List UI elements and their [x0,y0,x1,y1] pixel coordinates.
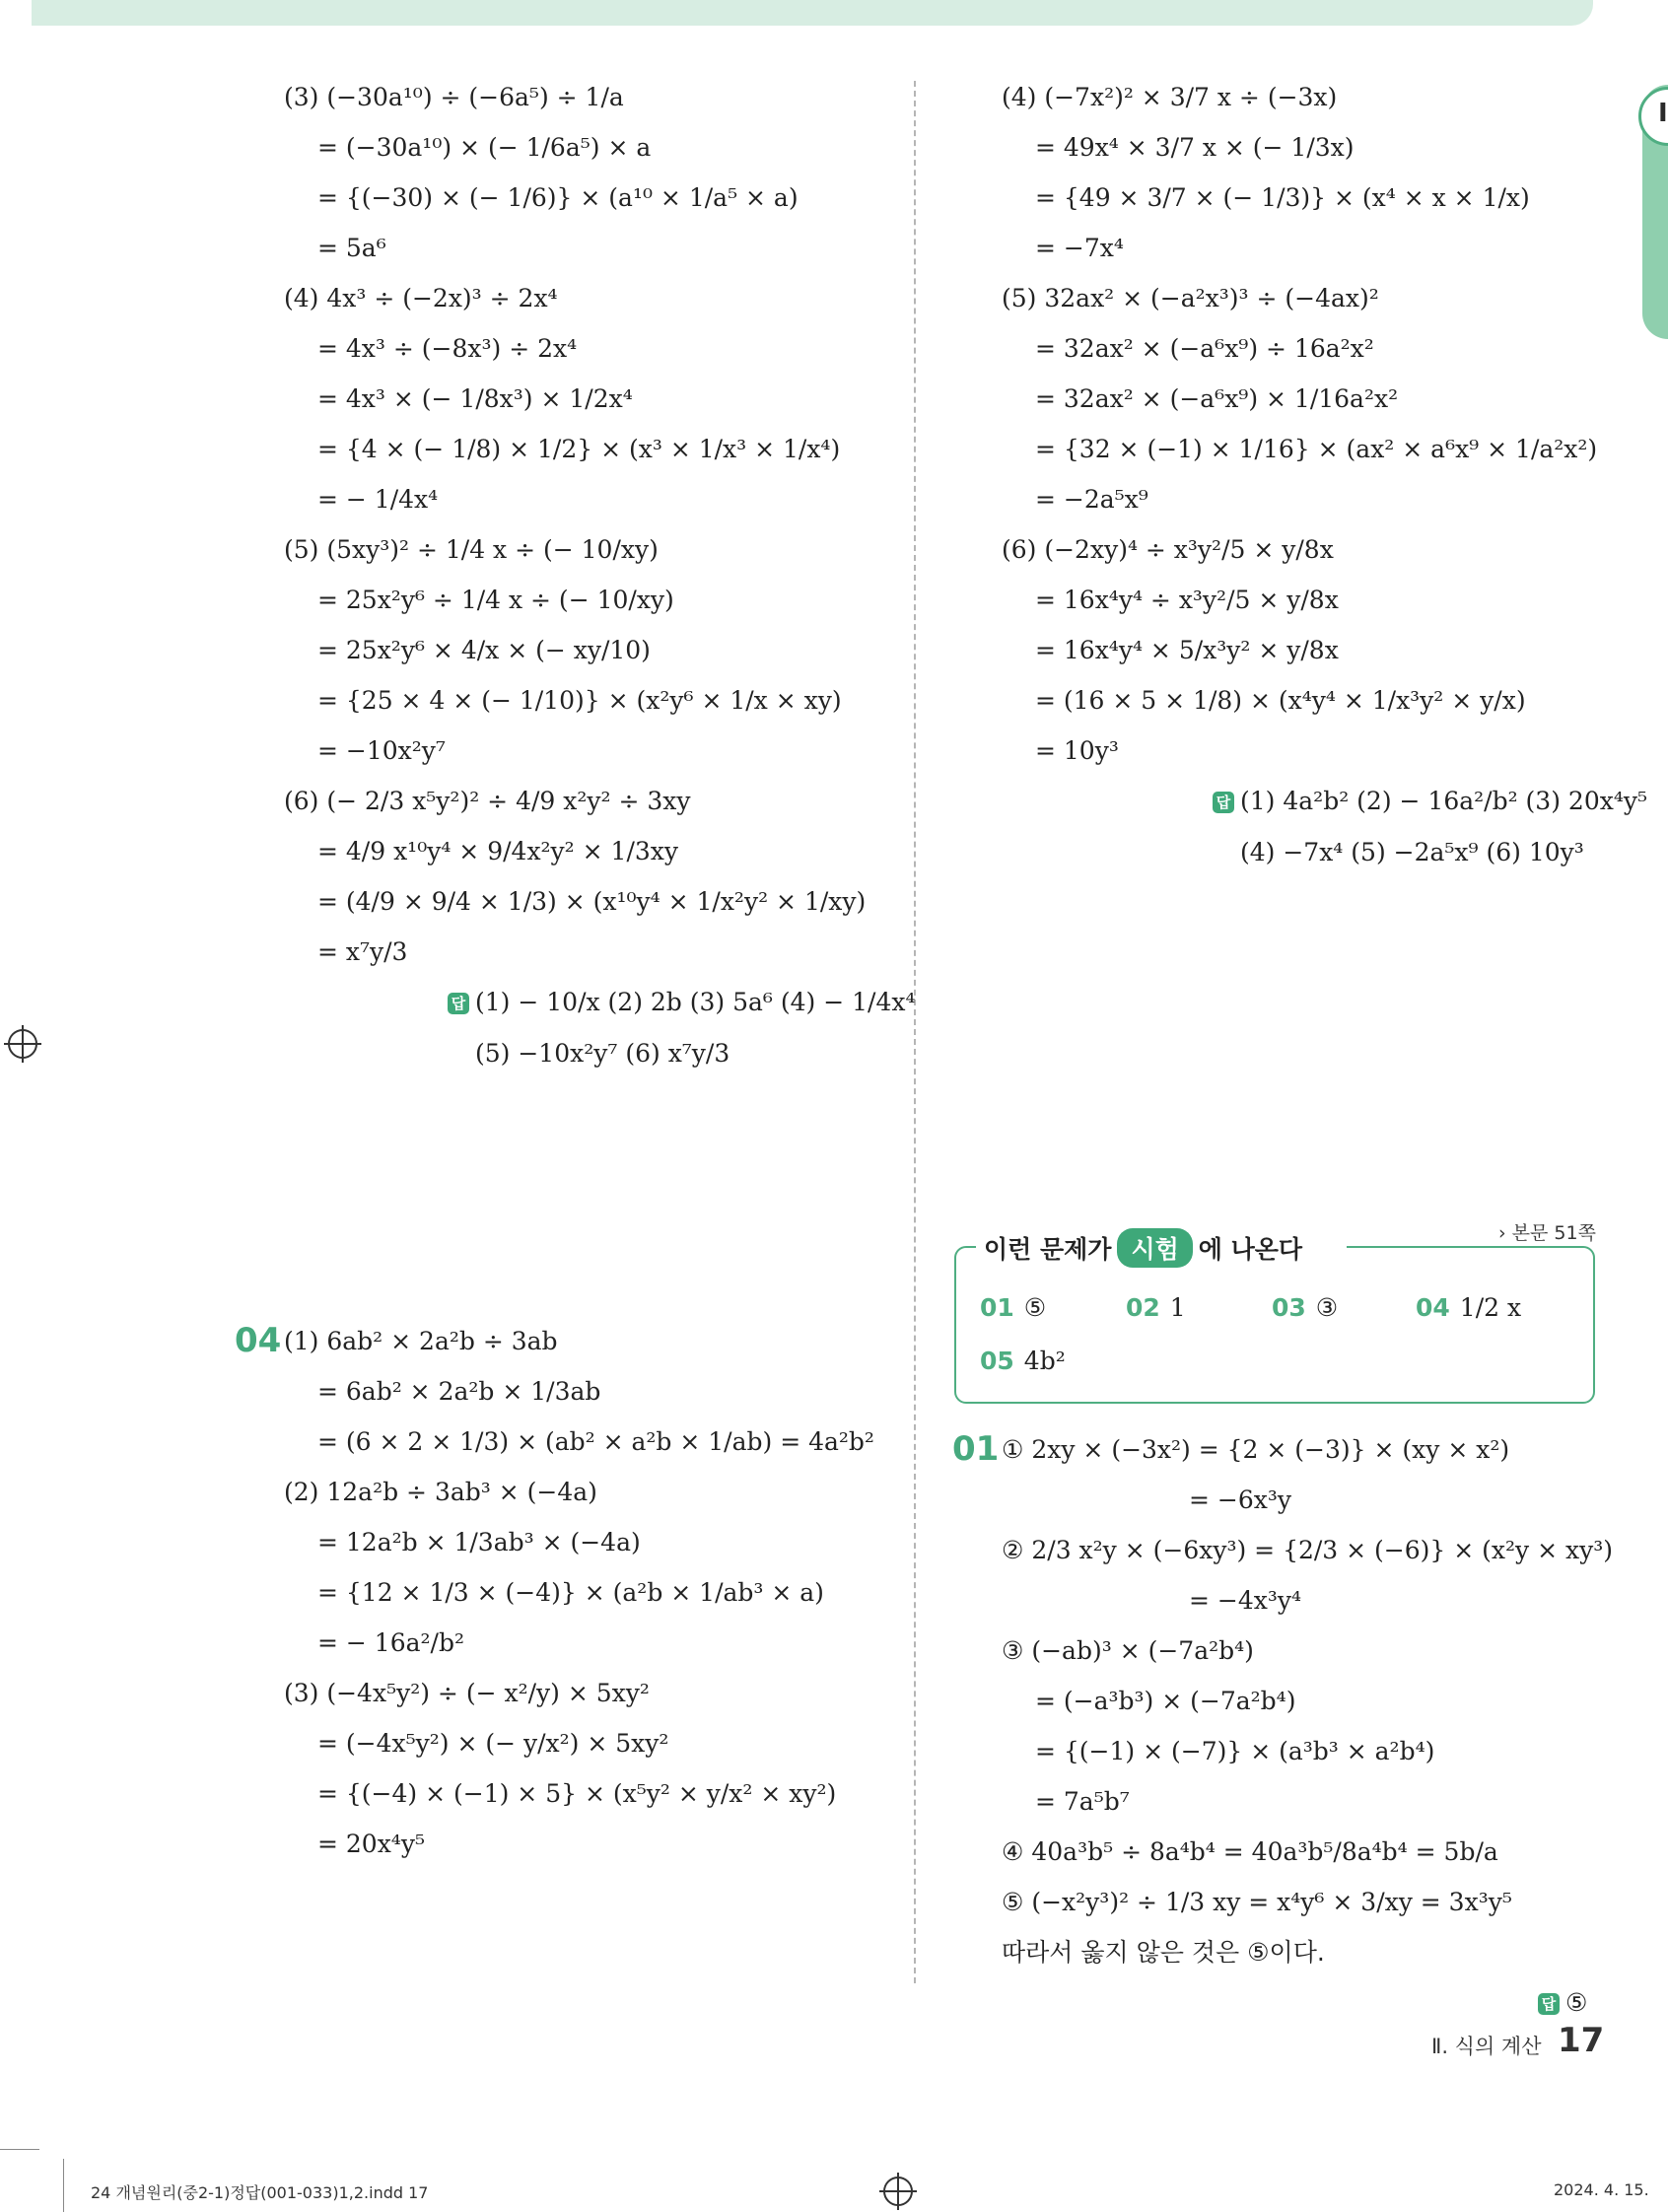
solution-line: = 7a⁵b⁷ [1035,1787,1130,1816]
solution-line: = (−4x⁵y²) × (− y/x²) × 5xy² [317,1729,669,1758]
exam-question-box [954,1246,1595,1404]
print-date: 2024. 4. 15. [1554,2180,1649,2199]
exam-title-before: 이런 문제가 [984,1235,1112,1264]
solution-line: ① 2xy × (−3x²) = {2 × (−3)} × (xy × x²) [1002,1435,1510,1464]
solution-conclusion: 따라서 옳지 않은 것은 ⑤이다. [1002,1938,1325,1967]
exam-item-answer: 4b² [1023,1347,1066,1375]
left-column [284,81,916,1071]
solution-line: = 4x³ × (− 1/8x³) × 1/2x⁴ [317,384,633,413]
solution-line: (4) 4x³ ÷ (−2x)³ ÷ 2x⁴ [284,284,558,312]
answer-icon: 답 [1213,792,1234,813]
answer-line: (4) −7x⁴ (5) −2a⁵x⁹ (6) 10y³ [1240,838,1584,866]
solution-line: = 32ax² × (−a⁶x⁹) × 1/16a²x² [1035,384,1399,413]
solution-line: = {4 × (− 1/8) × 1/2} × (x³ × 1/x³ × 1/x⁴) [317,435,841,463]
question-number-01: 01 [952,1429,1000,1469]
solution-line: = −6x³y [1189,1486,1291,1514]
answer-line [284,986,916,1019]
print-file-info: 24 개념원리(중2-1)정답(001-033)1,2.indd 17 [91,2183,429,2202]
solution-line: = x⁷y/3 [317,937,408,966]
solution-line: = {25 × 4 × (− 1/10)} × (x²y⁶ × 1/x × xy) [317,686,842,715]
exam-item-number: 05 [980,1347,1014,1375]
footer-chapter: Ⅱ. 식의 계산 [1431,2035,1542,2058]
solution-line: = 10y³ [1035,736,1119,765]
column-divider [914,81,916,1983]
answer-line [1002,785,1647,818]
answer-line [1002,1986,1613,2020]
answer-text: ⑤ [1565,1988,1588,2017]
solution-line: = −2a⁵x⁹ [1035,485,1148,514]
solution-line: = {(−1) × (−7)} × (a³b³ × a²b⁴) [1035,1737,1435,1765]
top-color-bar [32,0,1593,26]
registration-mark-icon [8,1029,37,1059]
question-04-solution [284,1325,895,1878]
solution-line: (5) 32ax² × (−a²x³)³ ÷ (−4ax)² [1002,284,1379,312]
solution-line: = − 1/4x⁴ [317,485,439,514]
solution-line: = {(−30) × (− 1/6)} × (a¹⁰ × 1/a⁵ × a) [317,183,799,212]
exam-item-number: 01 [980,1293,1014,1322]
solution-line: = 49x⁴ × 3/7 x × (− 1/3x) [1035,133,1355,162]
solution-line: = (6 × 2 × 1/3) × (ab² × a²b × 1/ab) = 4a²b² [317,1427,874,1456]
solution-line: = (4/9 × 9/4 × 1/3) × (x¹⁰y⁴ × 1/x²y² × 1/xy) [317,887,867,916]
solution-line: ⑤ (−x²y³)² ÷ 1/3 xy = x⁴y⁶ × 3/xy = 3x³y⁵ [1002,1888,1512,1916]
trim-mark [0,2149,39,2150]
exam-page-reference [1498,1218,1596,1245]
exam-item [1126,1293,1186,1322]
solution-line: (6) (−2xy)⁴ ÷ x³y²/5 × y/8x [1002,535,1334,564]
solution-line: = {49 × 3/7 × (− 1/3)} × (x⁴ × x × 1/x) [1035,183,1530,212]
answer-icon: 답 [448,993,469,1014]
solution-line: (3) (−30a¹⁰) ÷ (−6a⁵) ÷ 1/a [284,83,624,111]
exam-reference-text: 본문 51쪽 [1511,1222,1596,1244]
exam-title-after: 에 나온다 [1198,1235,1303,1264]
solution-line: ② 2/3 x²y × (−6xy³) = {2/3 × (−6)} × (x²y × xy³) [1002,1536,1613,1564]
trim-mark [63,2159,64,2212]
chevron-right-icon: › [1498,1222,1506,1244]
exam-item-answer: ⑤ [1023,1293,1047,1322]
solution-line: = 5a⁶ [317,234,386,262]
solution-line: = (−30a¹⁰) × (− 1/6a⁵) × a [317,133,652,162]
solution-line: = −7x⁴ [1035,234,1124,262]
solution-line: ③ (−ab)³ × (−7a²b⁴) [1002,1636,1254,1665]
answer-line: (5) −10x²y⁷ (6) x⁷y/3 [475,1039,730,1068]
solution-line: = {(−4) × (−1) × 5} × (x⁵y² × y/x² × xy²) [317,1779,837,1808]
solution-line: = {32 × (−1) × 1/16} × (ax² × a⁶x⁹ × 1/a²x²) [1035,435,1598,463]
exam-item [980,1347,1066,1375]
exam-item [1416,1293,1521,1322]
exam-item-answer: 1/2 x [1459,1293,1522,1322]
solution-line: = 6ab² × 2a²b × 1/3ab [317,1377,601,1406]
solution-line: (1) 6ab² × 2a²b ÷ 3ab [284,1327,558,1355]
solution-line: ④ 40a³b⁵ ÷ 8a⁴b⁴ = 40a³b⁵/8a⁴b⁴ = 5b/a [1002,1837,1498,1866]
answer-text: (1) 4a²b² (2) − 16a²/b² (3) 20x⁴y⁵ [1240,787,1647,815]
exam-item-answer: 1 [1169,1293,1186,1322]
answer-text: (1) − 10/x (2) 2b (3) 5a⁶ (4) − 1/4x⁴ [475,988,916,1016]
solution-line: (2) 12a²b ÷ 3ab³ × (−4a) [284,1478,597,1506]
solution-line: = {12 × 1/3 × (−4)} × (a²b × 1/ab³ × a) [317,1578,824,1607]
exam-item-answer: ③ [1315,1293,1339,1322]
solution-line: = 12a²b × 1/3ab³ × (−4a) [317,1528,641,1556]
solution-line: = 16x⁴y⁴ ÷ x³y²/5 × y/8x [1035,586,1339,614]
solution-line: = (16 × 5 × 1/8) × (x⁴y⁴ × 1/x³y² × y/x) [1035,686,1526,715]
solution-line: = 25x²y⁶ ÷ 1/4 x ÷ (− 10/xy) [317,586,674,614]
solution-line: = − 16a²/b² [317,1628,464,1657]
page-number: 17 [1558,2021,1605,2060]
solution-line: = 20x⁴y⁵ [317,1830,425,1858]
solution-line: = −4x³y⁴ [1189,1586,1302,1615]
solution-line: = (−a³b³) × (−7a²b⁴) [1035,1687,1296,1715]
exam-item [980,1293,1046,1322]
exam-item-number: 03 [1272,1293,1306,1322]
solution-line: (6) (− 2/3 x⁵y²)² ÷ 4/9 x²y² ÷ 3xy [284,787,691,815]
exam-title-badge: 시험 [1117,1228,1192,1268]
solution-line: = 32ax² × (−a⁶x⁹) ÷ 16a²x² [1035,334,1374,363]
exam-item-number: 02 [1126,1293,1160,1322]
right-column [1002,81,1647,869]
question-01-solution [1002,1433,1613,2020]
registration-mark-icon [883,2177,913,2206]
solution-line: = 25x²y⁶ × 4/x × (− xy/10) [317,636,651,664]
solution-line: = −10x²y⁷ [317,736,446,765]
solution-line: (5) (5xy³)² ÷ 1/4 x ÷ (− 10/xy) [284,535,659,564]
solution-line: (4) (−7x²)² × 3/7 x ÷ (−3x) [1002,83,1338,111]
chapter-side-tab-label: I [1658,99,1668,128]
exam-item [1272,1293,1338,1322]
solution-line: = 16x⁴y⁴ × 5/x³y² × y/8x [1035,636,1339,664]
exam-box-title [984,1228,1302,1268]
solution-line: = 4/9 x¹⁰y⁴ × 9/4x²y² × 1/3xy [317,837,679,865]
solution-line: = 4x³ ÷ (−8x³) ÷ 2x⁴ [317,334,578,363]
exam-item-number: 04 [1416,1293,1450,1322]
answer-icon: 답 [1538,1993,1560,2015]
question-number-04: 04 [235,1321,282,1360]
solution-line: (3) (−4x⁵y²) ÷ (− x²/y) × 5xy² [284,1679,650,1707]
